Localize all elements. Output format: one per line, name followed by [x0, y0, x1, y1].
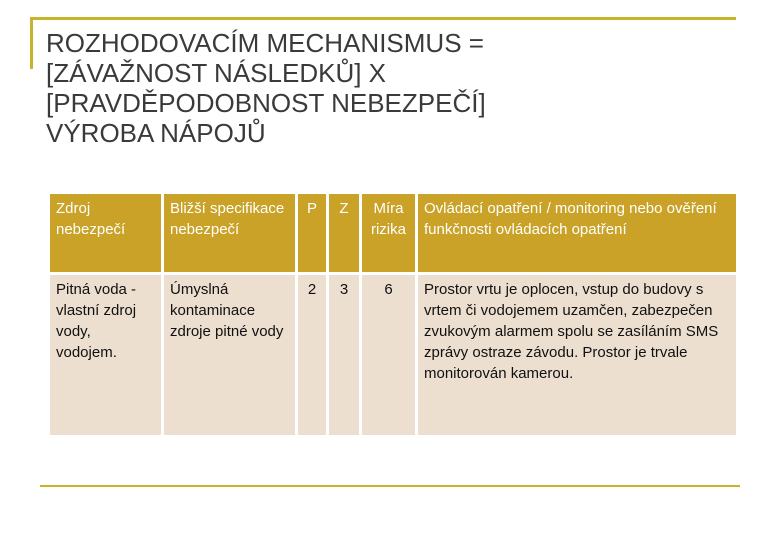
top-decorative-line	[30, 17, 736, 20]
slide-title	[46, 28, 766, 148]
table-header-row	[50, 194, 736, 272]
header-probability: P	[298, 194, 326, 272]
cell-hazard-source: Pitná voda - vlastní zdroj vody, vodojem.	[50, 275, 161, 435]
left-decorative-line	[30, 17, 33, 69]
risk-table	[47, 191, 739, 438]
header-severity: Z	[329, 194, 359, 272]
title-line-4: VÝROBA NÁPOJŮ	[46, 118, 266, 148]
cell-hazard-specification: Úmyslná kontaminace zdroje pitné vody	[164, 275, 295, 435]
cell-probability: 2	[298, 275, 326, 435]
cell-severity: 3	[329, 275, 359, 435]
table-row	[50, 275, 736, 435]
cell-control-measures: Prostor vrtu je oplocen, vstup do budovy s vrtem či vodojemem uzamčen, zabezpečen zvukovým alarmem spolu se zasíláním SMS zprávy ostraze závodu. Prostor je trvale monitorován kamerou.	[418, 275, 736, 435]
header-hazard-source: Zdroj nebezpečí	[50, 194, 161, 272]
bottom-decorative-line	[40, 485, 740, 487]
header-control-measures: Ovládací opatření / monitoring nebo ověření funkčnosti ovládacích opatření	[418, 194, 736, 272]
cell-risk-level: 6	[362, 275, 415, 435]
header-hazard-specification: Bližší specifikace nebezpečí	[164, 194, 295, 272]
header-risk-level: Míra rizika	[362, 194, 415, 272]
title-line-2: [ZÁVAŽNOST NÁSLEDKŮ] X	[46, 58, 387, 88]
title-line-3: [PRAVDĚPODOBNOST NEBEZPEČÍ]	[46, 88, 486, 118]
title-line-1: ROZHODOVACÍM MECHANISMUS =	[46, 28, 484, 58]
